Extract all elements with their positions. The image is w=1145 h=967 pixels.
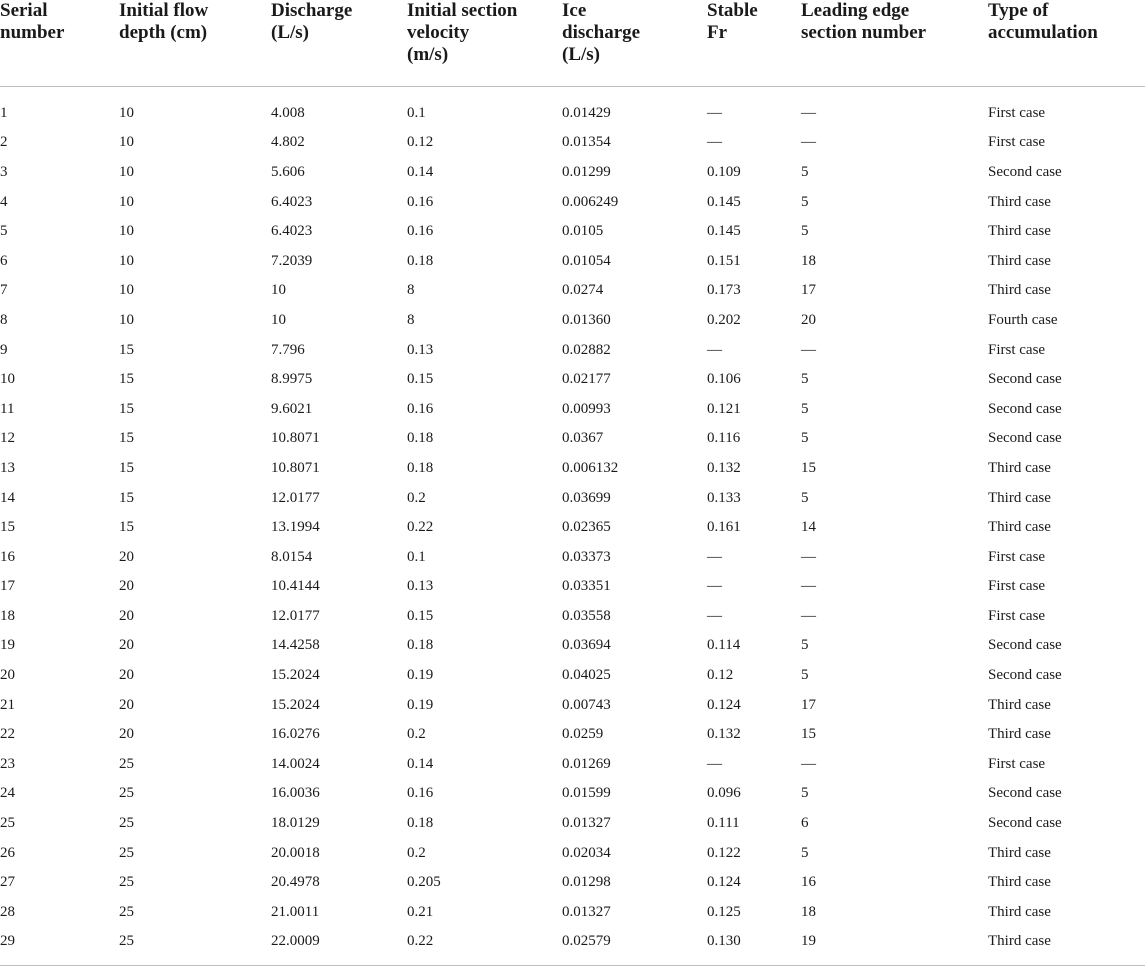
- table-row: [0, 394, 1145, 424]
- cell-initial-section-velocity: 0.16: [407, 785, 434, 802]
- cell-serial-number: 24: [0, 785, 15, 802]
- column-header-stable-fr: [707, 0, 801, 86]
- cell-ice-discharge: 0.01327: [562, 903, 611, 920]
- cell-serial-number: 16: [0, 548, 15, 565]
- cell-initial-flow-depth: 10: [119, 252, 134, 269]
- cell-type-of-accumulation: First case: [988, 341, 1046, 358]
- cell-ice-discharge: 0.006132: [562, 459, 619, 476]
- cell-initial-section-velocity: 0.205: [407, 874, 441, 891]
- cell-initial-flow-depth: 15: [119, 489, 134, 506]
- column-header-serial-number: [0, 0, 119, 86]
- cell-initial-section-velocity: 0.14: [407, 163, 434, 180]
- cell-ice-discharge: 0.03351: [562, 578, 611, 595]
- cell-stable-fr: 0.116: [707, 430, 741, 447]
- cell-discharge: 10: [271, 311, 286, 328]
- cell-initial-section-velocity: 0.19: [407, 667, 434, 684]
- cell-initial-section-velocity: 0.15: [407, 371, 434, 388]
- cell-type-of-accumulation: Second case: [988, 371, 1062, 388]
- cell-ice-discharge: 0.03373: [562, 548, 611, 565]
- cell-serial-number: 2: [0, 134, 8, 151]
- cell-initial-flow-depth: 20: [119, 548, 134, 565]
- cell-ice-discharge: 0.01327: [562, 815, 611, 832]
- cell-stable-fr: 0.106: [707, 371, 741, 388]
- column-header-ice-discharge: [562, 0, 707, 86]
- table-row: [0, 838, 1145, 868]
- cell-stable-fr: —: [707, 341, 722, 358]
- cell-stable-fr: 0.096: [707, 785, 741, 802]
- cell-type-of-accumulation: Third case: [988, 874, 1051, 891]
- table-row: [0, 306, 1145, 336]
- cell-type-of-accumulation: First case: [988, 578, 1046, 595]
- cell-initial-flow-depth: 25: [119, 785, 134, 802]
- cell-initial-flow-depth: 10: [119, 311, 134, 328]
- cell-serial-number: 11: [0, 400, 15, 417]
- cell-leading-edge-section-number: —: [801, 755, 816, 772]
- cell-serial-number: 19: [0, 637, 15, 654]
- cell-stable-fr: —: [707, 104, 722, 121]
- cell-discharge: 12.0177: [271, 607, 320, 624]
- cell-initial-section-velocity: 0.18: [407, 459, 434, 476]
- cell-serial-number: 23: [0, 755, 15, 772]
- cell-discharge: 10.8071: [271, 459, 320, 476]
- cell-initial-section-velocity: 0.18: [407, 815, 434, 832]
- cell-serial-number: 20: [0, 667, 15, 684]
- cell-discharge: 16.0036: [271, 785, 320, 802]
- cell-ice-discharge: 0.02882: [562, 341, 611, 358]
- cell-ice-discharge: 0.006249: [562, 193, 619, 210]
- cell-stable-fr: 0.202: [707, 311, 741, 328]
- table-row: [0, 631, 1145, 661]
- cell-serial-number: 27: [0, 874, 15, 891]
- cell-ice-discharge: 0.0274: [562, 282, 604, 299]
- table-row: [0, 158, 1145, 188]
- cell-initial-section-velocity: 0.18: [407, 430, 434, 447]
- header-row: [0, 0, 1145, 86]
- cell-serial-number: 8: [0, 311, 8, 328]
- cell-ice-discharge: 0.02177: [562, 371, 611, 388]
- cell-stable-fr: 0.145: [707, 223, 741, 240]
- table-row: [0, 898, 1145, 928]
- cell-leading-edge-section-number: 17: [801, 282, 816, 299]
- table-row: [0, 128, 1145, 158]
- cell-ice-discharge: 0.00993: [562, 400, 611, 417]
- table-row: [0, 927, 1145, 965]
- cell-leading-edge-section-number: 14: [801, 519, 816, 536]
- cell-discharge: 10: [271, 282, 286, 299]
- cell-initial-section-velocity: 0.21: [407, 903, 434, 920]
- cell-stable-fr: 0.111: [707, 815, 740, 832]
- cell-initial-section-velocity: 0.14: [407, 755, 434, 772]
- cell-serial-number: 28: [0, 903, 15, 920]
- column-header-leading-edge-section-number: [801, 0, 988, 86]
- cell-discharge: 9.6021: [271, 400, 313, 417]
- column-header-type-of-accumulation: [988, 0, 1145, 86]
- cell-ice-discharge: 0.0367: [562, 430, 604, 447]
- table-row: [0, 276, 1145, 306]
- cell-initial-section-velocity: 0.16: [407, 193, 434, 210]
- cell-leading-edge-section-number: 5: [801, 193, 809, 210]
- cell-initial-section-velocity: 0.12: [407, 134, 434, 151]
- cell-leading-edge-section-number: —: [801, 104, 816, 121]
- table-body: [0, 86, 1145, 965]
- cell-type-of-accumulation: Third case: [988, 282, 1051, 299]
- cell-serial-number: 17: [0, 578, 15, 595]
- cell-type-of-accumulation: Third case: [988, 223, 1051, 240]
- cell-initial-flow-depth: 15: [119, 400, 134, 417]
- cell-initial-flow-depth: 20: [119, 726, 134, 743]
- cell-ice-discharge: 0.01298: [562, 874, 611, 891]
- cell-serial-number: 7: [0, 282, 8, 299]
- cell-stable-fr: —: [707, 548, 722, 565]
- cell-serial-number: 29: [0, 927, 119, 965]
- cell-discharge: 7.2039: [271, 252, 313, 269]
- cell-discharge: 4.802: [271, 134, 305, 151]
- cell-initial-section-velocity: 0.15: [407, 607, 434, 624]
- cell-discharge: 20.4978: [271, 874, 320, 891]
- table-row: [0, 217, 1145, 247]
- cell-discharge: 22.0009: [271, 927, 407, 965]
- cell-serial-number: 3: [0, 163, 8, 180]
- cell-serial-number: 22: [0, 726, 15, 743]
- cell-initial-section-velocity: 8: [407, 311, 415, 328]
- cell-discharge: 21.0011: [271, 903, 320, 920]
- table-row: [0, 542, 1145, 572]
- table-row: [0, 246, 1145, 276]
- cell-leading-edge-section-number: —: [801, 341, 816, 358]
- cell-serial-number: 14: [0, 489, 15, 506]
- cell-stable-fr: 0.125: [707, 903, 741, 920]
- cell-discharge: 6.4023: [271, 193, 313, 210]
- cell-initial-section-velocity: 8: [407, 282, 415, 299]
- cell-type-of-accumulation: Second case: [988, 637, 1062, 654]
- table-row: [0, 365, 1145, 395]
- table-row: [0, 572, 1145, 602]
- cell-type-of-accumulation: Third case: [988, 726, 1051, 743]
- cell-stable-fr: —: [707, 607, 722, 624]
- cell-stable-fr: 0.121: [707, 400, 741, 417]
- cell-initial-flow-depth: 15: [119, 371, 134, 388]
- cell-stable-fr: —: [707, 134, 722, 151]
- table-row: [0, 720, 1145, 750]
- cell-stable-fr: 0.161: [707, 519, 741, 536]
- cell-initial-flow-depth: 10: [119, 104, 134, 121]
- cell-type-of-accumulation: Fourth case: [988, 311, 1058, 328]
- cell-ice-discharge: 0.01354: [562, 134, 611, 151]
- cell-ice-discharge: 0.02034: [562, 844, 611, 861]
- cell-type-of-accumulation: Third case: [988, 193, 1051, 210]
- table-row: [0, 335, 1145, 365]
- cell-discharge: 15.2024: [271, 667, 320, 684]
- cell-leading-edge-section-number: —: [801, 548, 816, 565]
- cell-stable-fr: —: [707, 755, 722, 772]
- cell-leading-edge-section-number: —: [801, 134, 816, 151]
- cell-type-of-accumulation: First case: [988, 607, 1046, 624]
- cell-initial-flow-depth: 10: [119, 223, 134, 240]
- table-row: [0, 661, 1145, 691]
- cell-initial-section-velocity: 0.22: [407, 519, 434, 536]
- cell-discharge: 14.0024: [271, 755, 320, 772]
- cell-stable-fr: 0.151: [707, 252, 741, 269]
- cell-stable-fr: 0.132: [707, 459, 741, 476]
- cell-initial-section-velocity: 0.22: [407, 927, 562, 965]
- cell-stable-fr: 0.130: [707, 927, 801, 965]
- cell-stable-fr: 0.124: [707, 696, 741, 713]
- cell-leading-edge-section-number: 19: [801, 927, 988, 965]
- cell-discharge: 20.0018: [271, 844, 320, 861]
- table-row: [0, 690, 1145, 720]
- cell-leading-edge-section-number: 5: [801, 844, 809, 861]
- cell-leading-edge-section-number: —: [801, 607, 816, 624]
- cell-leading-edge-section-number: 20: [801, 311, 816, 328]
- table-row: [0, 86, 1145, 128]
- cell-initial-flow-depth: 10: [119, 193, 134, 210]
- cell-discharge: 6.4023: [271, 223, 313, 240]
- column-header-label: Initial flow depth (cm): [119, 0, 209, 43]
- table-row: [0, 483, 1145, 513]
- table-row: [0, 187, 1145, 217]
- cell-stable-fr: —: [707, 578, 722, 595]
- cell-initial-section-velocity: 0.2: [407, 726, 426, 743]
- cell-type-of-accumulation: First case: [988, 755, 1046, 772]
- table-row: [0, 513, 1145, 543]
- cell-leading-edge-section-number: 5: [801, 371, 809, 388]
- cell-serial-number: 4: [0, 193, 8, 210]
- cell-ice-discharge: 0.02579: [562, 927, 707, 965]
- cell-leading-edge-section-number: 18: [801, 252, 816, 269]
- cell-serial-number: 5: [0, 223, 8, 240]
- cell-ice-discharge: 0.01429: [562, 104, 611, 121]
- cell-stable-fr: 0.173: [707, 282, 741, 299]
- cell-leading-edge-section-number: 5: [801, 667, 809, 684]
- column-header-label: Type of accumulation: [988, 0, 1098, 43]
- table-row: [0, 424, 1145, 454]
- cell-type-of-accumulation: First case: [988, 134, 1046, 151]
- cell-initial-flow-depth: 25: [119, 815, 134, 832]
- cell-leading-edge-section-number: 15: [801, 726, 816, 743]
- cell-stable-fr: 0.109: [707, 163, 741, 180]
- cell-leading-edge-section-number: 5: [801, 785, 809, 802]
- cell-ice-discharge: 0.02365: [562, 519, 611, 536]
- cell-initial-section-velocity: 0.18: [407, 252, 434, 269]
- cell-initial-flow-depth: 20: [119, 637, 134, 654]
- cell-stable-fr: 0.145: [707, 193, 741, 210]
- cell-serial-number: 9: [0, 341, 8, 358]
- cell-type-of-accumulation: Third case: [988, 519, 1051, 536]
- cell-initial-section-velocity: 0.18: [407, 637, 434, 654]
- cell-leading-edge-section-number: 5: [801, 430, 809, 447]
- cell-ice-discharge: 0.03558: [562, 607, 611, 624]
- cell-type-of-accumulation: Second case: [988, 785, 1062, 802]
- cell-initial-section-velocity: 0.13: [407, 578, 434, 595]
- cell-initial-flow-depth: 10: [119, 134, 134, 151]
- cell-type-of-accumulation: Third case: [988, 844, 1051, 861]
- cell-initial-flow-depth: 15: [119, 430, 134, 447]
- cell-stable-fr: 0.122: [707, 844, 741, 861]
- cell-ice-discharge: 0.0105: [562, 223, 604, 240]
- cell-type-of-accumulation: Second case: [988, 430, 1062, 447]
- cell-stable-fr: 0.132: [707, 726, 741, 743]
- cell-initial-flow-depth: 20: [119, 667, 134, 684]
- cell-initial-flow-depth: 20: [119, 607, 134, 624]
- table-row: [0, 809, 1145, 839]
- column-header-label: Ice discharge (L/s): [562, 0, 641, 65]
- cell-serial-number: 21: [0, 696, 15, 713]
- cell-type-of-accumulation: First case: [988, 104, 1046, 121]
- table-row: [0, 868, 1145, 898]
- cell-leading-edge-section-number: 15: [801, 459, 816, 476]
- cell-leading-edge-section-number: 5: [801, 400, 809, 417]
- cell-type-of-accumulation: Third case: [988, 903, 1051, 920]
- cell-discharge: 14.4258: [271, 637, 320, 654]
- cell-discharge: 10.8071: [271, 430, 320, 447]
- cell-discharge: 15.2024: [271, 696, 320, 713]
- cell-serial-number: 12: [0, 430, 15, 447]
- cell-initial-section-velocity: 0.1: [407, 104, 426, 121]
- table-row: [0, 750, 1145, 780]
- column-header-label: Serial number: [0, 0, 65, 43]
- cell-ice-discharge: 0.01599: [562, 785, 611, 802]
- cell-serial-number: 1: [0, 104, 8, 121]
- cell-leading-edge-section-number: 18: [801, 903, 816, 920]
- cell-ice-discharge: 0.0259: [562, 726, 604, 743]
- cell-initial-section-velocity: 0.2: [407, 489, 426, 506]
- column-header-label: Initial section velocity (m/s): [407, 0, 518, 65]
- cell-discharge: 4.008: [271, 104, 305, 121]
- cell-initial-flow-depth: 10: [119, 282, 134, 299]
- cell-type-of-accumulation: Second case: [988, 400, 1062, 417]
- cell-initial-flow-depth: 20: [119, 578, 134, 595]
- cell-initial-flow-depth: 25: [119, 755, 134, 772]
- cell-ice-discharge: 0.01054: [562, 252, 611, 269]
- cell-leading-edge-section-number: —: [801, 578, 816, 595]
- cell-initial-section-velocity: 0.16: [407, 400, 434, 417]
- cell-serial-number: 15: [0, 519, 15, 536]
- cell-leading-edge-section-number: 5: [801, 163, 809, 180]
- cell-initial-section-velocity: 0.1: [407, 548, 426, 565]
- cell-discharge: 5.606: [271, 163, 305, 180]
- cell-serial-number: 10: [0, 371, 15, 388]
- cell-ice-discharge: 0.01269: [562, 755, 611, 772]
- cell-initial-flow-depth: 25: [119, 903, 134, 920]
- cell-type-of-accumulation: Second case: [988, 667, 1062, 684]
- cell-initial-flow-depth: 25: [119, 844, 134, 861]
- cell-stable-fr: 0.12: [707, 667, 734, 684]
- column-header-label: Discharge (L/s): [271, 0, 353, 43]
- table-row: [0, 602, 1145, 632]
- cell-discharge: 10.4144: [271, 578, 320, 595]
- column-header-label: Leading edge section number: [801, 0, 927, 43]
- cell-initial-flow-depth: 15: [119, 519, 134, 536]
- column-header-discharge: [271, 0, 407, 86]
- table-row: [0, 454, 1145, 484]
- cell-ice-discharge: 0.04025: [562, 667, 611, 684]
- cell-leading-edge-section-number: 6: [801, 815, 809, 832]
- cell-discharge: 13.1994: [271, 519, 320, 536]
- cell-discharge: 7.796: [271, 341, 305, 358]
- cell-type-of-accumulation: First case: [988, 548, 1046, 565]
- cell-leading-edge-section-number: 16: [801, 874, 816, 891]
- cell-type-of-accumulation: Second case: [988, 815, 1062, 832]
- cell-stable-fr: 0.133: [707, 489, 741, 506]
- cell-discharge: 8.0154: [271, 548, 313, 565]
- cell-type-of-accumulation: Third case: [988, 927, 1145, 965]
- cell-stable-fr: 0.124: [707, 874, 741, 891]
- column-header-initial-section-velocity: [407, 0, 562, 86]
- cell-serial-number: 26: [0, 844, 15, 861]
- cell-initial-section-velocity: 0.19: [407, 696, 434, 713]
- cell-serial-number: 6: [0, 252, 8, 269]
- cell-ice-discharge: 0.03699: [562, 489, 611, 506]
- cell-type-of-accumulation: Third case: [988, 696, 1051, 713]
- cell-leading-edge-section-number: 5: [801, 223, 809, 240]
- cell-serial-number: 25: [0, 815, 15, 832]
- cell-type-of-accumulation: Third case: [988, 459, 1051, 476]
- cell-serial-number: 13: [0, 459, 15, 476]
- cell-leading-edge-section-number: 5: [801, 637, 809, 654]
- cell-initial-section-velocity: 0.2: [407, 844, 426, 861]
- cell-discharge: 12.0177: [271, 489, 320, 506]
- cell-discharge: 16.0276: [271, 726, 320, 743]
- cell-type-of-accumulation: Second case: [988, 163, 1062, 180]
- cell-ice-discharge: 0.00743: [562, 696, 611, 713]
- cell-leading-edge-section-number: 17: [801, 696, 816, 713]
- cell-initial-flow-depth: 15: [119, 341, 134, 358]
- cell-ice-discharge: 0.03694: [562, 637, 611, 654]
- cell-initial-flow-depth: 25: [119, 874, 134, 891]
- cell-serial-number: 18: [0, 607, 15, 624]
- cell-discharge: 8.9975: [271, 371, 313, 388]
- table-row: [0, 779, 1145, 809]
- table-header: [0, 0, 1145, 86]
- cell-initial-section-velocity: 0.16: [407, 223, 434, 240]
- cell-initial-flow-depth: 20: [119, 696, 134, 713]
- column-header-label: Stable Fr: [707, 0, 758, 43]
- cell-ice-discharge: 0.01299: [562, 163, 611, 180]
- cell-initial-section-velocity: 0.13: [407, 341, 434, 358]
- cell-initial-flow-depth: 25: [119, 927, 271, 965]
- cell-type-of-accumulation: Third case: [988, 252, 1051, 269]
- cell-initial-flow-depth: 10: [119, 163, 134, 180]
- cell-ice-discharge: 0.01360: [562, 311, 611, 328]
- cell-stable-fr: 0.114: [707, 637, 741, 654]
- cell-discharge: 18.0129: [271, 815, 320, 832]
- column-header-initial-flow-depth: [119, 0, 271, 86]
- cell-leading-edge-section-number: 5: [801, 489, 809, 506]
- cell-initial-flow-depth: 15: [119, 459, 134, 476]
- cell-type-of-accumulation: Third case: [988, 489, 1051, 506]
